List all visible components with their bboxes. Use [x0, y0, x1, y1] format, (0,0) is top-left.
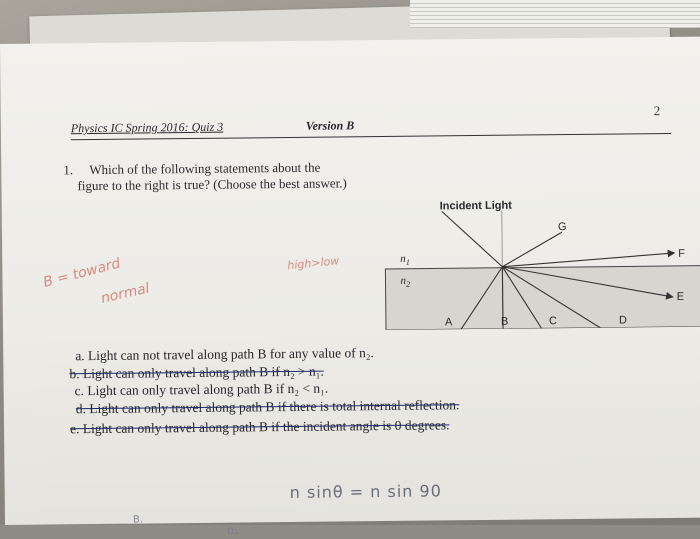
course-title: Physics IC Spring 2016: Quiz 3: [70, 119, 224, 136]
answer-d: d. Light can only travel along path B if there is total internal reflection.: [75, 397, 460, 417]
medium-n2-region: [385, 266, 700, 330]
ray-F: [502, 253, 674, 267]
version-label: Version B: [305, 118, 355, 133]
handwritten-high-low: high>low: [286, 254, 340, 273]
n2-label: $n_2$: [400, 274, 411, 289]
answer-a: a. Light can not travel along path B for any value of n₂.: [75, 345, 374, 364]
ray-label-A: A: [444, 316, 453, 329]
handwritten-normal: normal: [99, 280, 152, 307]
incident-light-label: Incident Light: [439, 199, 512, 213]
page-number: 2: [653, 103, 661, 119]
ray-label-F: F: [678, 247, 686, 260]
handwritten-bottom-n: n₁: [227, 523, 239, 537]
ray-label-B: B: [500, 315, 509, 328]
handwritten-b-toward: B = toward: [41, 255, 123, 291]
handwritten-snell-formula: n sinθ = n sin 90: [289, 481, 442, 502]
answer-e: e. Light can only travel along path B if the incident angle is 0 degrees.: [69, 417, 450, 437]
handwritten-bottom-b: B.: [132, 514, 144, 526]
question-text-line1: Which of the following statements about the: [89, 159, 321, 178]
incident-ray: [442, 211, 503, 268]
question-number: 1.: [63, 162, 74, 178]
ray-label-G: G: [557, 221, 567, 234]
question-text-line2: figure to the right is true? (Choose the best answer.): [77, 175, 347, 194]
answer-b: b. Light can only travel along path B if n₂ > n₁.: [69, 363, 324, 382]
ray-label-E: E: [676, 290, 685, 303]
ray-label-C: C: [548, 315, 557, 328]
refraction-diagram: [381, 157, 700, 330]
ray-label-D: D: [618, 314, 627, 327]
ray-G: [502, 232, 562, 267]
answer-c: c. Light can only travel along path B if n₂ < n₁.: [74, 380, 329, 399]
n1-label: $n_1$: [400, 252, 410, 267]
paper-stack: [410, 0, 700, 28]
quiz-page: [0, 37, 700, 537]
